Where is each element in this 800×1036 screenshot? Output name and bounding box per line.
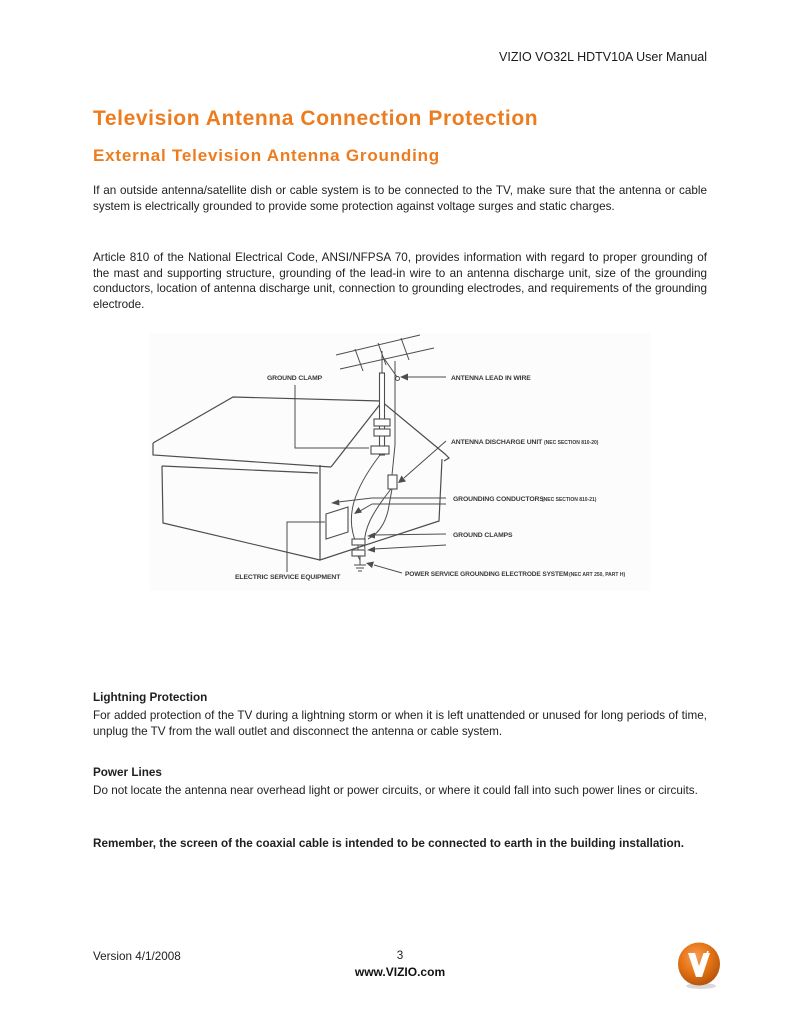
ground-rod-symbol: [354, 556, 366, 571]
intro-paragraph-1: If an outside antenna/satellite dish or cable system is to be connected to the TV, make sure that the antenna or cable system is electrically grounded to provide some protection against voltage surges and static charges.: [93, 184, 707, 213]
footer-version: Version 4/1/2008: [93, 950, 181, 963]
warning-text: Remember, the screen of the coaxial cable is intended to be connected to earth in the building installation.: [93, 837, 684, 850]
section-body-lightning-protection: For added protection of the TV during a lightning storm or when it is left unattended or unused for long periods of time, unplug the TV from the wall outlet and disconnect the antenna or cable system.: [93, 709, 707, 738]
section-heading-power-lines: Power Lines: [93, 766, 162, 779]
house-outline: [153, 397, 449, 560]
vizio-logo: [675, 940, 724, 990]
section-heading-lightning-protection: Lightning Protection: [93, 691, 208, 704]
antenna-grounding-diagram: [150, 333, 650, 591]
antenna-grounding-illustration: [150, 333, 650, 591]
page-subtitle: External Television Antenna Grounding: [93, 146, 440, 165]
page-title: Television Antenna Connection Protection: [93, 107, 539, 130]
antenna-mast: [371, 373, 390, 455]
diagram-label-ground-clamps: GROUND CLAMPS: [453, 532, 513, 539]
diagram-label-antenna-discharge-unit: ANTENNA DISCHARGE UNIT: [451, 439, 543, 446]
diagram-label-power-service-grounding-note: (NEC ART 250, PART H): [569, 572, 626, 578]
diagram-label-antenna-lead-in-wire: ANTENNA LEAD IN WIRE: [451, 375, 531, 382]
diagram-label-ground-clamp: GROUND CLAMP: [267, 375, 323, 382]
diagram-label-grounding-conductors: GROUNDING CONDUCTORS: [453, 496, 544, 503]
footer-website: www.VIZIO.com: [354, 965, 446, 979]
diagram-label-electric-service-equipment: ELECTRIC SERVICE EQUIPMENT: [235, 574, 341, 581]
header-document-title: VIZIO VO32L HDTV10A User Manual: [499, 50, 707, 64]
vizio-logo-icon: [675, 940, 724, 990]
diagram-label-grounding-conductors-note: (NEC SECTION 810-21): [542, 497, 597, 503]
footer-page-number: 3: [396, 949, 404, 962]
diagram-label-antenna-discharge-unit-note: (NEC SECTION 810-20): [544, 440, 599, 446]
section-body-power-lines: Do not locate the antenna near overhead light or power circuits, or where it could fall into such power lines or circuits.: [93, 784, 698, 797]
diagram-label-power-service-grounding: POWER SERVICE GROUNDING ELECTRODE SYSTEM: [405, 571, 569, 578]
intro-paragraph-2: Article 810 of the National Electrical Code, ANSI/NFPSA 70, provides information with regard to proper grounding of the mast and supporting structure, grounding of the lead-in wire to an antenna discharge unit, size of the grounding conductors, location of antenna discharge unit, connection to grounding electrodes, and requirements of the grounding electrode.: [93, 251, 707, 311]
